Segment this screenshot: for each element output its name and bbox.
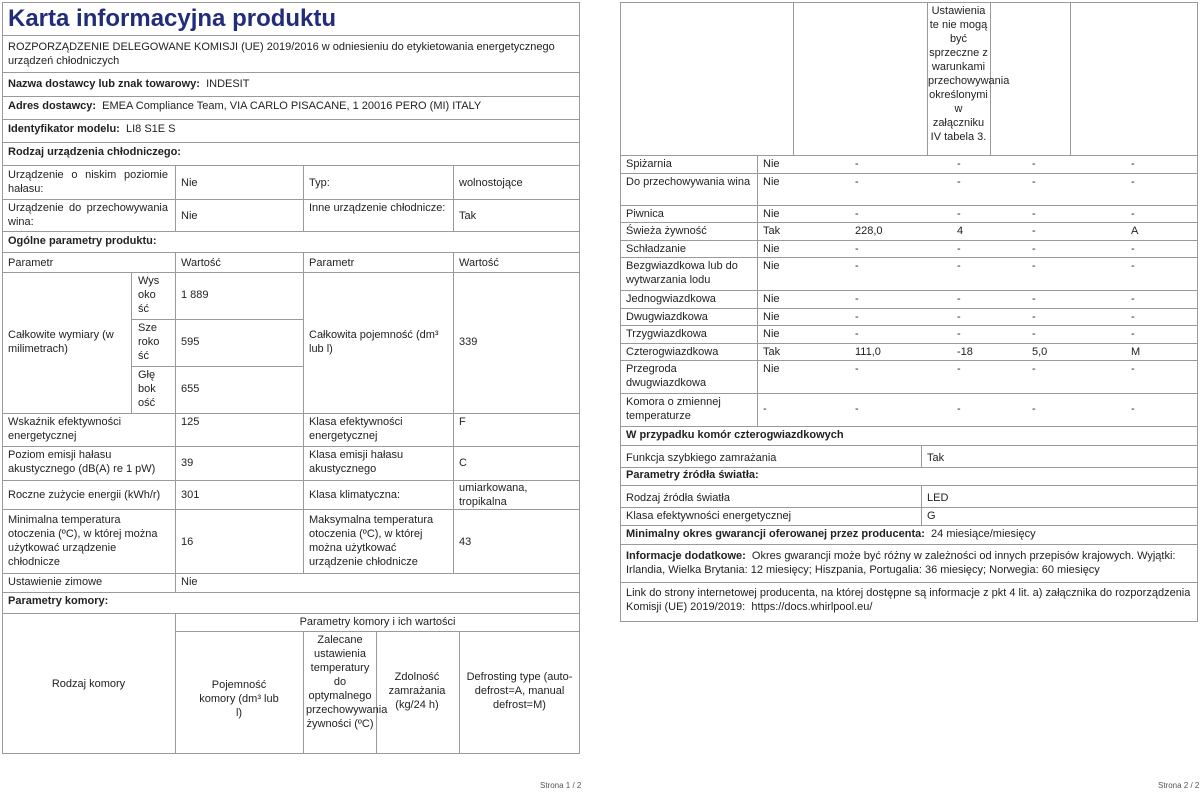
height-value: 1 889: [181, 289, 209, 301]
compartment-name: Dwugwiazdkowa: [626, 311, 708, 323]
compartment-defrost: M: [1131, 346, 1141, 358]
compartment-defrost: -: [1131, 293, 1135, 305]
compartment-present: Nie: [763, 260, 780, 272]
light-header: Parametry źródła światła:: [626, 469, 759, 481]
compartment-present: Nie: [763, 293, 780, 305]
compartment-freeze: -: [1032, 363, 1036, 375]
climate-label: Klasa klimatyczna:: [309, 489, 401, 501]
fast-freeze-value: Tak: [927, 452, 945, 464]
compartment-defrost: -: [1131, 243, 1135, 255]
compartment-present: Nie: [763, 243, 780, 255]
address-label: Adres dostawcy:: [8, 100, 97, 112]
annual-label: Roczne zużycie energii (kWh/r): [8, 489, 161, 501]
low-noise-label: Urządzenie o niskim poziomie hałasu:: [8, 169, 168, 195]
address-row: [8, 99, 481, 113]
volume-value: 339: [459, 336, 478, 348]
compartment-volume: -: [855, 176, 859, 188]
compartment-freeze: -: [1032, 158, 1036, 170]
compartment-volume: -: [855, 403, 859, 415]
comp-note-header: Ustawienia te nie mogą być sprzeczne z warunkami przechowywania określonymi w załączniku IV tabela 3.: [928, 5, 1010, 143]
four-star-header: W przypadku komór czterogwiazdkowych: [626, 429, 844, 441]
compartment-defrost: -: [1131, 208, 1135, 220]
max-temp-value: 43: [459, 536, 472, 548]
compartment-present: Nie: [763, 208, 780, 220]
general-header: Ogólne parametry produktu:: [8, 235, 157, 247]
address-value: EMEA Compliance Team, VIA CARLO PISACANE, 1 20016 PERO (MI) ITALY: [102, 100, 482, 112]
compartment-name: Przegroda dwugwiazdkowa: [626, 363, 707, 389]
regulation-text: ROZPORZĄDZENIE DELEGOWANE KOMISJI (UE) 2019/2016 w odniesieniu do etykietowania energetycznego urządzeń chłodniczych: [8, 41, 555, 67]
page-number-2: Strona 2 / 2: [1158, 781, 1200, 790]
dimensions-label: Całkowite wymiary (w milimetrach): [8, 329, 114, 355]
compartment-temp: -: [957, 158, 961, 170]
compartment-temp: -: [957, 293, 961, 305]
compartment-present: Nie: [763, 311, 780, 323]
compartment-defrost: -: [1131, 328, 1135, 340]
compartment-name: Czterogwiazdkowa: [626, 346, 719, 358]
other-value: Tak: [459, 210, 477, 222]
compartment-defrost: -: [1131, 311, 1135, 323]
compartment-temp: -: [957, 208, 961, 220]
compartment-name: Schładzanie: [626, 243, 686, 255]
compartment-temp: 4: [957, 225, 964, 237]
compartment-volume: -: [855, 363, 859, 375]
eclass-label: Klasa efektywności energetycznej: [309, 416, 403, 442]
compartment-freeze: -: [1032, 225, 1036, 237]
compartment-name: Bezgwiazdkowa lub do wytwarzania lodu: [626, 260, 738, 286]
compartment-present: -: [763, 403, 767, 415]
compartment-volume: 228,0: [855, 225, 883, 237]
appliance-type-header: Rodzaj urządzenia chłodniczego:: [8, 146, 181, 158]
compartment-name: Komora o zmiennej temperaturze: [626, 396, 721, 422]
compartment-present: Nie: [763, 158, 780, 170]
warranty-value: 24 miesiące/miesięcy: [931, 528, 1036, 540]
comp-temp-header: Zalecane ustawienia temperatury do optymalnego przechowywania żywności (ºC): [306, 634, 388, 730]
compartment-temp: -: [957, 176, 961, 188]
additional-text: Okres gwarancji może być różny w zależności od innych przepisów krajowych. Wyjątki: Irlandia, Wielka Brytania: 12 miesięcy; Hiszpania, Portugalia: 36 miesięcy; Norwegia: 60 miesięcy: [626, 550, 1176, 576]
compartment-volume: -: [855, 158, 859, 170]
manufacturer-link[interactable]: https://docs.whirlpool.eu/: [751, 601, 873, 613]
winter-label: Ustawienie zimowe: [8, 576, 103, 588]
compartment-volume: -: [855, 208, 859, 220]
link-info: [626, 586, 1192, 614]
page-number-1: Strona 1 / 2: [540, 781, 582, 790]
compartment-defrost: -: [1131, 260, 1135, 272]
noise-class-label: Klasa emisji hałasu akustycznego: [309, 449, 404, 475]
winter-value: Nie: [181, 576, 198, 588]
compartment-freeze: -: [1032, 403, 1036, 415]
wine-value: Nie: [181, 210, 198, 222]
light-type-value: LED: [927, 492, 949, 504]
eei-value: 125: [181, 416, 200, 428]
comp-freeze-header: Zdolność zamrażania (kg/24 h): [388, 671, 446, 711]
compartment-temp: -: [957, 363, 961, 375]
depth-value: 655: [181, 383, 200, 395]
height-label: Wysokość: [138, 275, 160, 315]
other-label: Inne urządzenie chłodnicze:: [309, 202, 446, 214]
noise-class-value: C: [459, 457, 467, 469]
light-class-label: Klasa efektywności energetycznej: [626, 510, 792, 522]
page-title: Karta informacyjna produktu: [8, 5, 337, 32]
annual-value: 301: [181, 489, 200, 501]
light-type-label: Rodzaj źródła światła: [626, 492, 730, 504]
compartment-freeze: -: [1032, 176, 1036, 188]
compartment-defrost: -: [1131, 363, 1135, 375]
compartment-temp: -: [957, 403, 961, 415]
comp-type-header: Rodzaj komory: [51, 678, 126, 690]
col-param-1: Parametr: [8, 257, 54, 269]
compartment-freeze: -: [1032, 311, 1036, 323]
compartment-header: Parametry komory:: [8, 595, 109, 607]
compartment-volume: -: [855, 243, 859, 255]
compartment-volume: -: [855, 260, 859, 272]
compartment-volume: -: [855, 311, 859, 323]
type-value: wolnostojące: [459, 177, 523, 189]
compartment-volume: -: [855, 328, 859, 340]
type-label: Typ:: [309, 177, 330, 189]
compartment-name: Spiżarnia: [626, 158, 672, 170]
comp-params-header: Parametry komory i ich wartości: [299, 616, 456, 628]
col-value-2: Wartość: [459, 257, 499, 269]
compartment-freeze: 5,0: [1032, 346, 1048, 358]
compartment-temp: -18: [957, 346, 973, 358]
warranty-row: [626, 527, 1036, 541]
eei-label: Wskaźnik efektywności energetycznej: [8, 416, 122, 442]
compartment-present: Nie: [763, 328, 780, 340]
col-param-2: Parametr: [309, 257, 355, 269]
width-label: Szerokość: [138, 322, 160, 362]
warranty-label: Minimalny okres gwarancji oferowanej przez producenta:: [626, 528, 925, 540]
compartment-temp: -: [957, 243, 961, 255]
supplier-row: [8, 77, 249, 91]
compartment-defrost: -: [1131, 158, 1135, 170]
climate-value: umiarkowana, tropikalna: [459, 482, 528, 508]
noise-value: 39: [181, 457, 194, 469]
min-temp-value: 16: [181, 536, 194, 548]
compartment-defrost: -: [1131, 176, 1135, 188]
additional-label: Informacje dodatkowe:: [626, 550, 746, 562]
eclass-value: F: [459, 416, 466, 428]
compartment-present: Nie: [763, 176, 780, 188]
compartment-freeze: -: [1032, 243, 1036, 255]
supplier-value: INDESIT: [206, 78, 250, 90]
light-class-value: G: [927, 510, 936, 522]
max-temp-label: Maksymalna temperatura otoczenia (ºC), w której można użytkować urządzenie chłodnicze: [309, 514, 434, 568]
compartment-name: Jednogwiazdkowa: [626, 293, 716, 305]
compartment-name: Świeża żywność: [626, 225, 707, 237]
low-noise-value: Nie: [181, 177, 198, 189]
volume-label: Całkowita pojemność (dm³ lub l): [309, 329, 439, 355]
min-temp-label: Minimalna temperatura otoczenia (ºC), w której można użytkować urządzenie chłodnicze: [8, 514, 158, 568]
col-value-1: Wartość: [181, 257, 221, 269]
link-text: Link do strony internetowej producenta, na której dostępne są informacje z pkt 4 lit. a) załącznika do rozporządzenia Komisji (UE) 2019/2019:: [626, 587, 1191, 613]
comp-defrost-header: Defrosting type (auto-defrost=A, manual defrost=M): [466, 671, 573, 711]
model-label: Identyfikator modelu:: [8, 123, 120, 135]
wine-label: Urządzenie do przechowywania wina:: [8, 202, 168, 228]
width-value: 595: [181, 336, 200, 348]
compartment-name: Do przechowywania wina: [626, 176, 751, 188]
fast-freeze-label: Funkcja szybkiego zamrażania: [626, 452, 777, 464]
compartment-freeze: -: [1032, 260, 1036, 272]
compartment-temp: -: [957, 311, 961, 323]
additional-info: [626, 549, 1192, 577]
model-value: LI8 S1E S: [125, 123, 176, 135]
compartment-present: Tak: [763, 346, 781, 358]
compartment-freeze: -: [1032, 328, 1036, 340]
compartment-volume: 111,0: [855, 346, 881, 358]
supplier-label: Nazwa dostawcy lub znak towarowy:: [8, 78, 200, 90]
model-row: [8, 122, 176, 136]
compartment-temp: -: [957, 260, 961, 272]
compartment-temp: -: [957, 328, 961, 340]
noise-label: Poziom emisji hałasu akustycznego (dB(A) re 1 pW): [8, 449, 156, 475]
compartment-volume: -: [855, 293, 859, 305]
compartment-name: Trzygwiazdkowa: [626, 328, 707, 340]
compartment-name: Piwnica: [626, 208, 664, 220]
compartment-defrost: A: [1131, 225, 1139, 237]
compartment-defrost: -: [1131, 403, 1135, 415]
compartment-freeze: -: [1032, 208, 1036, 220]
compartment-present: Tak: [763, 225, 781, 237]
left-page: [2, 2, 580, 754]
compartment-freeze: -: [1032, 293, 1036, 305]
comp-volume-header: Pojemność komory (dm³ lub l): [199, 679, 279, 719]
compartment-present: Nie: [763, 363, 780, 375]
depth-label: Głębokość: [138, 369, 156, 409]
